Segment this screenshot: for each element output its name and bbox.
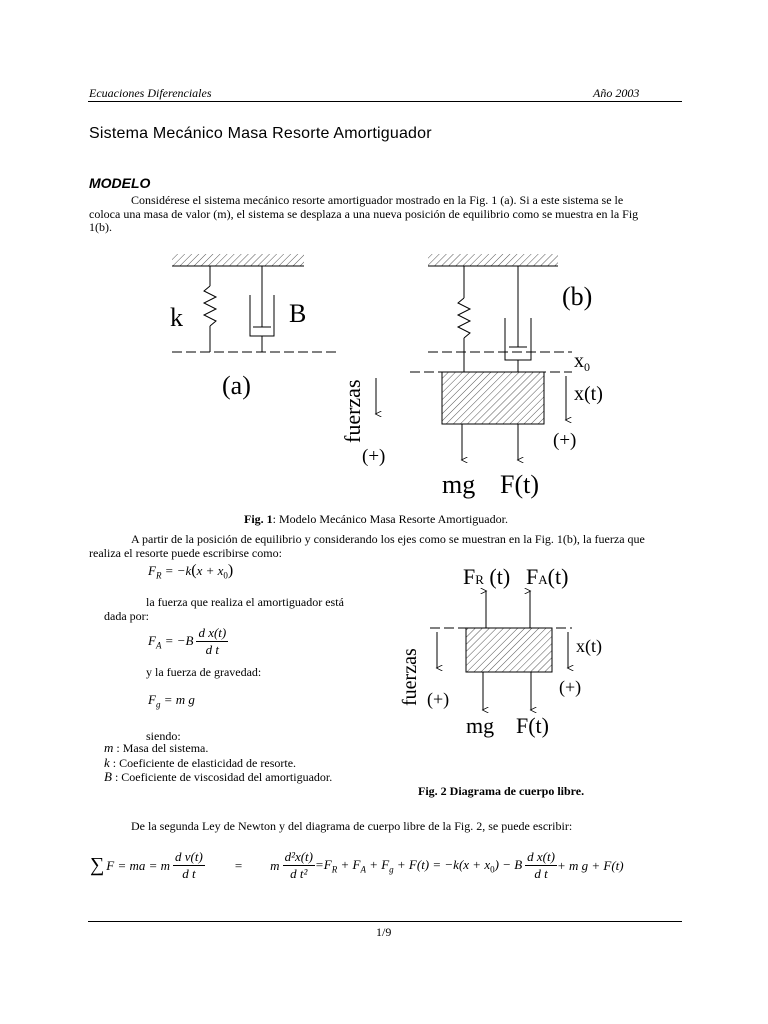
fig2-plus-right: (+) [559,677,582,697]
fig1a-spring-label: k [170,303,183,332]
intro-line-3: 1(b). [89,220,112,234]
fig1b-mg-label: mg [442,470,476,499]
siendo-text: siendo: [146,729,181,743]
fig1b-plus-right: (+) [553,430,577,451]
gravity-force-text: y la fuerza de gravedad: [146,665,262,679]
para3: De la segunda Ley de Newton y del diagrama de cuerpo libre de la Fig. 2, se puede escribir: [131,819,573,833]
fig2-mass-block [466,628,552,672]
damper-force-text-1: la fuerza que realiza el amortiguador está [146,595,344,609]
fig2-plus-left: (+) [427,689,450,709]
fig1-caption-label: Fig. 1 [244,512,273,526]
definition-b: B : Coeficiente de viscosidad del amortiguador. [104,769,333,784]
page-title: Sistema Mecánico Masa Resorte Amortiguador [89,125,432,142]
fig1a-damper-label: B [289,299,307,328]
para2-line-1: A partir de la posición de equilibrio y considerando los ejes como se muestran en la Fig. 1(b), la fuerza que [131,532,645,546]
eq-gravity-force: $F_g = m$ g [148,692,195,710]
intro-line-2: coloca una masa de valor (m), el sistema se desplaza a una nueva posición de equilibrio como se muestra en la Fig [89,206,639,221]
footer-rule [88,921,682,922]
fig1-caption-text: : Modelo Mecánico Masa Resorte Amortiguador. [272,512,508,526]
fig2-xt-label: x(t) [576,636,602,656]
intro-line-1: Considérese el sistema mecánico resorte amortiguador mostrado en la Fig. 1 (a). Si a este sistema se le [131,193,624,207]
fig2-mg-label: mg [466,713,495,738]
fig1b-ft-label: F(t) [500,470,539,499]
newton-equation: ∑ F = ma = m $\frac{\text{d v(t)}}{\text{d t}}$ = m $\frac{\text{d²x(t)}}{\text{d t²}}$ $=F_R + F_A + F_g + F(t) = -k(x + x_0) - B$ d x(t) d t + m g + F(t) [90,849,624,881]
header-right: Año 2003 [593,86,640,100]
eq-damper-force: $F_A = -B$ d x(t) d t [148,625,227,657]
fig1b-x0-label: $x_0$ [574,350,590,374]
definition-k: k : Coeficiente de elasticidad de resorte. [104,754,297,770]
para2-line-2: realiza el resorte puede escribirse como: [89,545,282,560]
fig2-axis-label: fuerzas [399,648,421,706]
fig2-ft-label: F(t) [516,713,549,738]
fig2-fa-label: FA(t) [526,564,569,589]
fig1b-tag: (b) [562,282,593,311]
fig1b-plus-left: (+) [362,446,386,467]
page-number: 1/9 [376,925,392,939]
fig1a-tag: (a) [222,371,251,400]
fig2-fr-label: FR (t) [463,564,511,589]
fig1b-axis-label: fuerzas [340,379,365,443]
fig2-caption: Fig. 2 Diagrama de cuerpo libre. [418,784,585,798]
fig1b-xt-label: x(t) [574,383,603,405]
damper-force-text-2: dada por: [104,608,149,623]
header-left: Ecuaciones Diferenciales [89,86,212,100]
definition-m: m : Masa del sistema. [104,740,209,755]
section-heading: MODELO [89,175,151,191]
eq-spring-force: $F_R = -k(x + x_0)$ [148,562,234,581]
